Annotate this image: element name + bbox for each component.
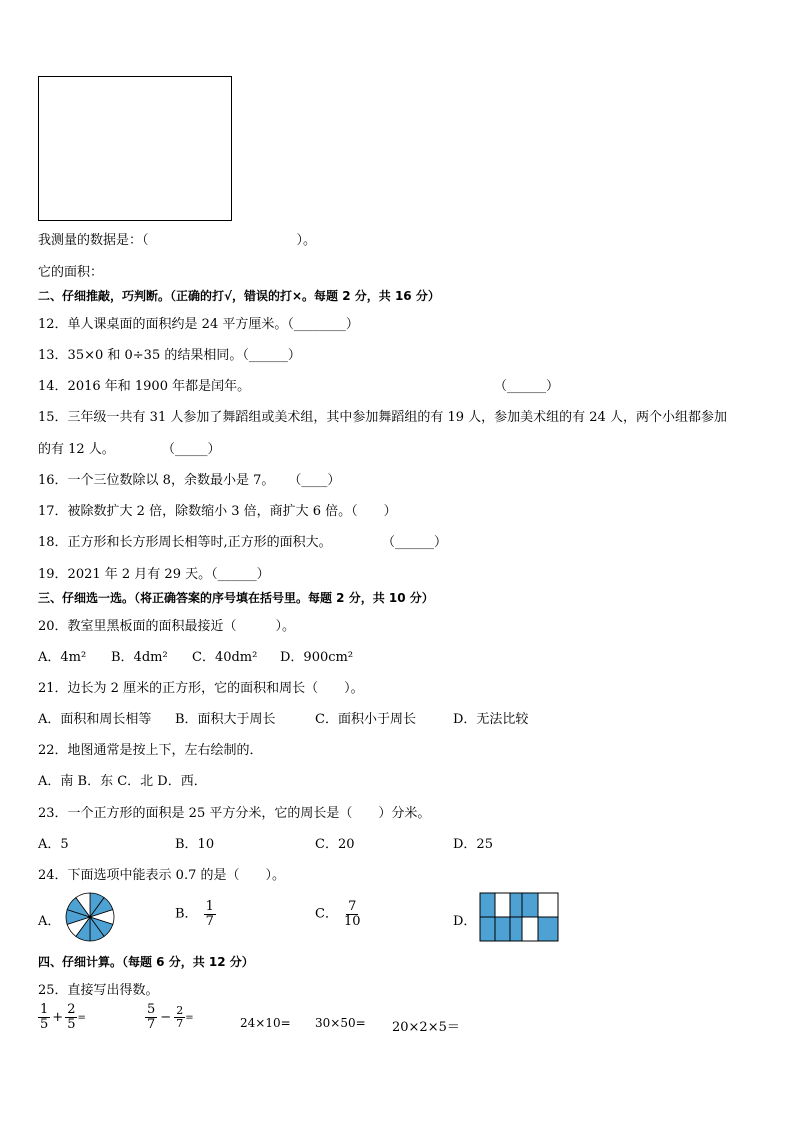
option-20-d[interactable]: D．900cm² <box>280 650 354 665</box>
grid-cell <box>522 893 538 917</box>
answer-blank-13[interactable]: （______） <box>242 348 301 363</box>
option-20-b[interactable]: B．4dm² <box>111 650 168 665</box>
grid-cell <box>522 917 538 941</box>
option-23-a[interactable]: A．5 <box>38 837 69 852</box>
grid-cell <box>480 893 495 917</box>
question-21: 21．边长为 2 厘米的正方形，它的面积和周长（ ）。 <box>38 681 364 696</box>
expr-1: $\frac{1}{5}$ + $\frac{2}{5}$ = <box>40 1002 86 1032</box>
answer-blank-17[interactable]: （ ） <box>351 504 397 519</box>
option-24-d-label[interactable]: D． <box>453 914 477 929</box>
question-17: 17．被除数扩大 2 倍，除数缩小 3 倍，商扩大 6 倍。（ ） <box>38 504 397 519</box>
grid-cell <box>510 893 522 917</box>
option-21-a[interactable]: A．面积和周长相等 <box>38 712 152 727</box>
question-20: 20．教室里黑板面的面积最接近（ ）。 <box>38 619 296 634</box>
option-21-c[interactable]: C．面积小于周长 <box>315 712 416 727</box>
question-23: 23．一个正方形的面积是 25 平方分米，它的周长是（ ）分米。 <box>38 806 431 821</box>
question-22: 22．地图通常是按上下，左右绘制的． <box>38 743 263 758</box>
pie-10-parts-icon[interactable] <box>63 892 117 942</box>
question-15-line2: 的有 12 人。 <box>38 442 115 457</box>
expr-2: $\frac{5}{7}$ − $\frac{2}{7}$ = <box>147 1002 194 1032</box>
grid-cell <box>538 917 558 941</box>
question-13: 13．35×0 和 0÷35 的结果相同。（______） <box>38 348 301 363</box>
grid-cell <box>480 917 495 941</box>
question-24: 24．下面选项中能表示 0.7 的是（ ）。 <box>38 868 285 883</box>
measured-data-label: 我测量的数据是：（ ）。 <box>38 233 317 248</box>
section3-heading: 三、仔细选一选。（将正确答案的序号填在括号里。每题 2 分，共 10 分） <box>38 591 434 605</box>
answer-blank-14[interactable]: （______） <box>494 379 560 394</box>
option-24-a-label[interactable]: A． <box>38 914 61 929</box>
option-24-c[interactable]: C． $\frac{7}{10}$ <box>315 899 361 929</box>
question-18: 18．正方形和长方形周长相等时,正方形的面积大。 <box>38 535 332 550</box>
grid-cell <box>495 893 510 917</box>
expr-5: 20×2×5＝ <box>392 1020 460 1035</box>
expr-4: 30×50= <box>315 1016 366 1030</box>
answer-blank-18[interactable]: （______） <box>382 535 448 550</box>
section4-heading: 四、仔细计算。（每题 6 分，共 12 分） <box>38 955 254 969</box>
answer-blank-19[interactable]: （______） <box>211 567 270 582</box>
option-23-d[interactable]: D．25 <box>453 837 493 852</box>
section2-heading: 二、仔细推敲，巧判断。（正确的打√，错误的打×。每题 2 分，共 16 分） <box>38 289 440 303</box>
question-14: 14．2016 年和 1900 年都是闰年。 <box>38 379 251 394</box>
answer-blank-16[interactable]: （____） <box>288 473 341 488</box>
answer-blank-15[interactable]: （_____） <box>162 442 221 457</box>
expr-3: 24×10= <box>240 1016 291 1030</box>
options-22[interactable]: A．南 B．东 C．北 D．西． <box>38 774 207 789</box>
grid-cell <box>538 893 558 917</box>
grid-cell <box>510 917 522 941</box>
option-24-b[interactable]: B． $\frac{1}{7}$ <box>175 899 214 929</box>
measure-square <box>38 76 232 221</box>
option-21-d[interactable]: D．无法比较 <box>453 712 529 727</box>
grid-10-parts-icon[interactable] <box>479 892 559 942</box>
question-15-line1: 15．三年级一共有 31 人参加了舞蹈组或美术组，其中参加舞蹈组的有 19 人，参加美术组的有 24 人，两个小组都参加 <box>38 410 727 425</box>
question-12: 12．单人课桌面的面积约是 24 平方厘米。（________） <box>38 317 359 332</box>
option-20-a[interactable]: A．4m² <box>38 650 87 665</box>
option-20-c[interactable]: C．40dm² <box>192 650 258 665</box>
grid-cell <box>495 917 510 941</box>
question-16: 16．一个三位数除以 8，余数最小是 7。 （____） <box>38 473 341 488</box>
question-19: 19．2021 年 2 月有 29 天。（______） <box>38 567 270 582</box>
question-25: 25．直接写出得数。 <box>38 983 159 998</box>
option-21-b[interactable]: B．面积大于周长 <box>175 712 276 727</box>
option-23-c[interactable]: C．20 <box>315 837 355 852</box>
answer-blank-12[interactable]: （________） <box>287 317 359 332</box>
option-23-b[interactable]: B．10 <box>175 837 215 852</box>
area-label: 它的面积： <box>38 265 104 280</box>
